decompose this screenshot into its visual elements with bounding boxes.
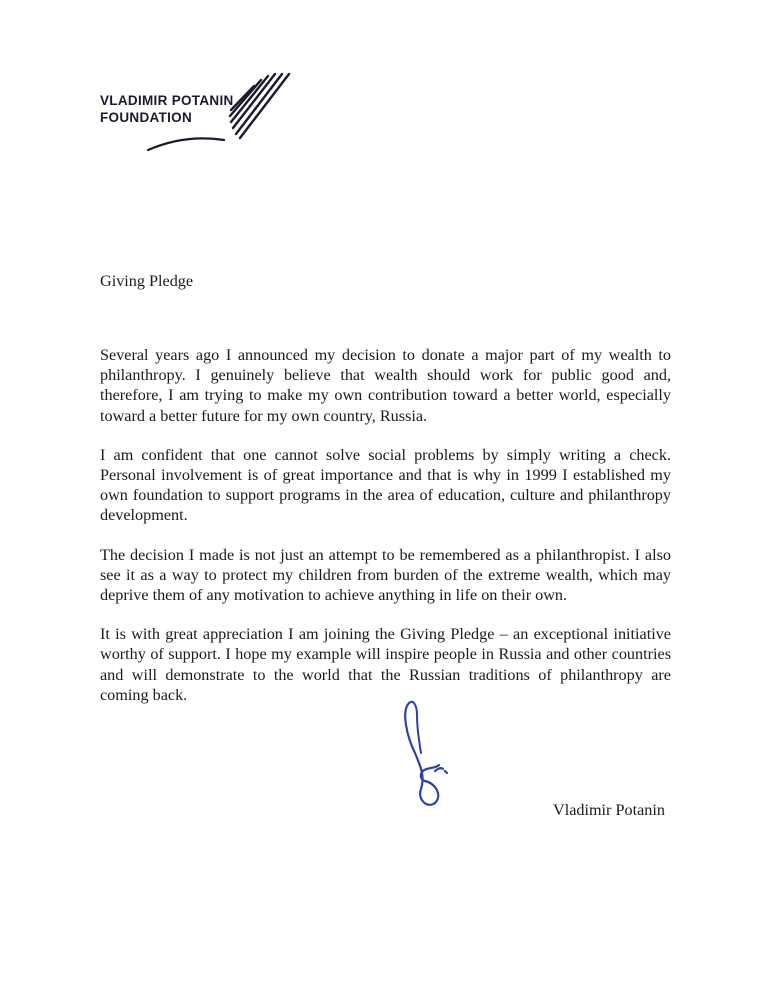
letter-salutation: Giving Pledge — [100, 272, 194, 290]
letter-paragraph: It is with great appreciation I am joining the Giving Pledge – an exceptional initiative worthy of support. I hope my example will inspire people in Russia and other countries and will demonstrate to the world that the Russian traditions of philanthropy are coming back. — [100, 625, 671, 704]
letter-body — [100, 345, 671, 724]
foundation-name — [100, 92, 234, 126]
foundation-name-line-2: FOUNDATION — [100, 110, 192, 125]
letter-paragraph: I am confident that one cannot solve social problems by simply writing a check. Personal involvement is of great importance and that is why in 1999 I established my own foundation to support programs in the area of education, culture and philanthropy development. — [100, 445, 671, 525]
signer-name: Vladimir Potanin — [553, 801, 665, 819]
foundation-name-line-1: VLADIMIR POTANIN — [100, 93, 234, 108]
foundation-logo — [100, 70, 300, 154]
letter-paragraph: The decision I made is not just an attempt to be remembered as a philanthropist. I also see it as a way to protect my children from burden of the extreme wealth, which may deprive them of any motivation to achieve anything in life on their own. — [100, 545, 671, 605]
letter-paragraph: Several years ago I announced my decision to donate a major part of my wealth to philanthropy. I genuinely believe that wealth should work for public good and, therefore, I am trying to make my own contribution toward a better world, especially toward a better future for my own country, Russia. — [100, 346, 671, 425]
handwritten-signature-icon — [395, 697, 465, 817]
